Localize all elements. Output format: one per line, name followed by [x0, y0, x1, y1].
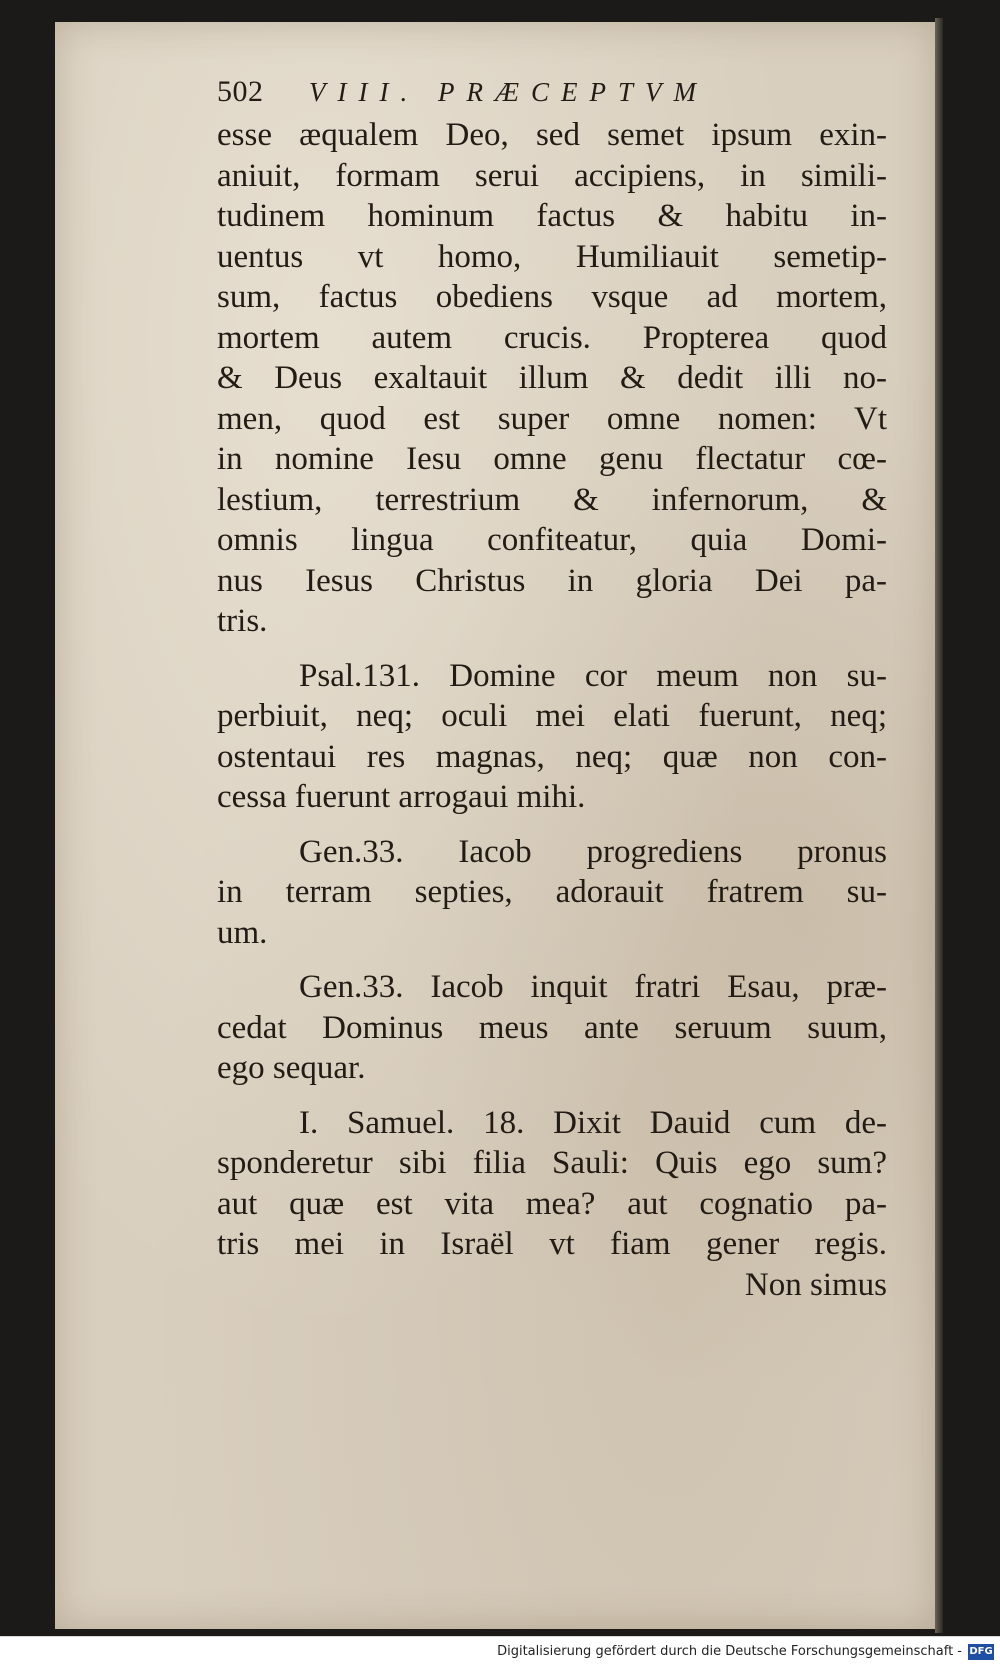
page-text [217, 75, 887, 1305]
text-line: sum, factus obediens vsque ad mortem, [217, 279, 887, 315]
text-line: I. Samuel. 18. Dixit Dauid cum de- [299, 1104, 887, 1141]
page-number: 502 [217, 75, 264, 108]
page-edge [935, 18, 943, 1633]
text-line: perbiuit, neq; oculi mei elati fuerunt, neq; [217, 698, 887, 734]
running-head [217, 75, 887, 115]
text-line: Gen.33. Iacob progrediens pronus [299, 833, 887, 870]
text-line: aut quæ est vita mea? aut cognatio pa- [217, 1185, 887, 1222]
text-line: tris. [217, 603, 268, 639]
paragraph-1 [217, 115, 887, 642]
paragraph-2 [217, 656, 887, 818]
dfg-logo-icon: DFG [968, 1644, 994, 1660]
text-line: sponderetur sibi filia Sauli: Quis ego sum? [217, 1145, 887, 1181]
catchword: Non simus [744, 1266, 887, 1303]
text-line: mortem autem crucis. Propterea quod [217, 319, 887, 356]
text-line: omnis lingua confiteatur, quia Domi- [217, 522, 887, 558]
text-line: Gen.33. Iacob inquit fratri Esau, præ- [299, 969, 887, 1005]
text-line: in terram septies, adorauit fratrem su- [217, 874, 887, 910]
text-line: nus Iesus Christus in gloria Dei pa- [217, 562, 887, 599]
text-line: cessa fuerunt arrogaui mihi. [217, 779, 586, 815]
text-line: esse æqualem Deo, sed semet ipsum exin- [217, 117, 887, 153]
text-line: ego sequar. [217, 1050, 366, 1086]
text-line: & Deus exaltauit illum & dedit illi no- [217, 360, 887, 396]
paragraph-5 [217, 1103, 887, 1265]
running-head-title: VIII. PRÆCEPTVM [309, 77, 708, 107]
text-line: in nomine Iesu omne genu flectatur cœ- [217, 441, 887, 477]
text-line: men, quod est super omne nomen: Vt [217, 400, 887, 437]
paragraph-3 [217, 832, 887, 954]
text-line: um. [217, 914, 268, 951]
text-line: Psal.131. Domine cor meum non su- [299, 657, 887, 694]
text-line: tudinem hominum factus & habitu in- [217, 198, 887, 234]
paragraph-4 [217, 967, 887, 1089]
text-line: cedat Dominus meus ante seruum suum, [217, 1009, 887, 1046]
text-line: lestium, terrestrium & infernorum, & [217, 481, 887, 518]
digitization-footer [0, 1636, 1000, 1666]
text-line: uentus vt homo, Humiliauit semetip- [217, 238, 887, 275]
text-line: aniuit, formam serui accipiens, in simili- [217, 157, 887, 194]
text-line: tris mei in Israël vt fiam gener regis. [217, 1226, 887, 1262]
text-line: ostentaui res magnas, neq; quæ non con- [217, 738, 887, 775]
footer-credit: Digitalisierung gefördert durch die Deutsche Forschungsgemeinschaft - [497, 1644, 962, 1659]
